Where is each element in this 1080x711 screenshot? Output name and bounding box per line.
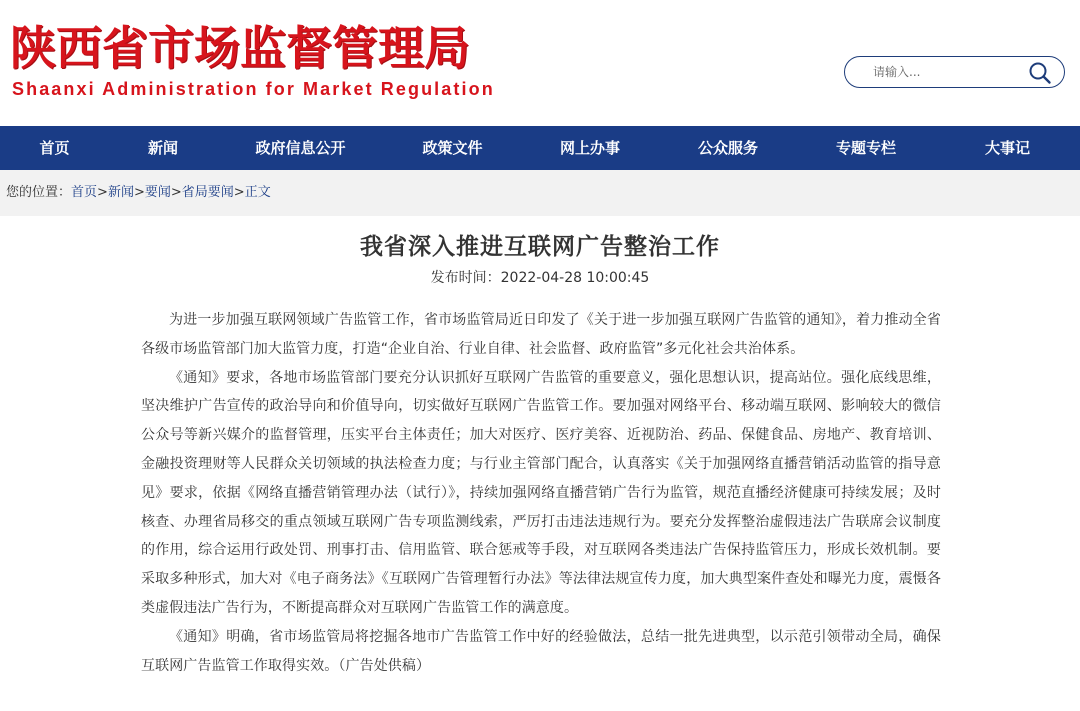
breadcrumb-prefix: 您的位置： <box>6 185 72 200</box>
nav-item-news[interactable]: 新闻 <box>147 139 178 157</box>
breadcrumb-separator: > <box>170 185 182 200</box>
nav-item-home[interactable]: 首页 <box>39 139 70 157</box>
article-paragraph: 为进一步加强互联网领域广告监管工作，省市场监管局近日印发了《关于进一步加强互联网广告监管的通知》，着力推动全省各级市场监管部门加大监管力度，打造“企业自治、行业自律、社会监督、政府监管”多元化社会共治体系。 <box>141 312 941 357</box>
breadcrumb <box>0 170 1080 216</box>
search-input[interactable] <box>873 60 1023 84</box>
article-paragraph: 《通知》明确，省市场监管局将挖掘各地市广告监管工作中好的经验做法，总结一批先进典型，以示范引领带动全局，确保互联网广告监管工作取得实效。（广告处供稿） <box>141 628 941 674</box>
breadcrumb-separator: > <box>97 185 108 200</box>
site-header <box>0 0 1080 126</box>
article-container <box>0 216 1080 711</box>
site-logo-cn[interactable]: 陕西省市场监督管理局 <box>10 21 470 75</box>
nav-item-online-service[interactable]: 网上办事 <box>559 139 620 157</box>
breadcrumb-separator: > <box>133 185 145 200</box>
main-nav <box>0 126 1080 170</box>
search-box <box>844 56 1065 88</box>
search-icon[interactable] <box>1028 61 1052 85</box>
breadcrumb-item-body[interactable]: 正文 <box>244 185 271 200</box>
breadcrumb-separator: > <box>233 185 245 200</box>
breadcrumb-item-home[interactable]: 首页 <box>71 185 98 200</box>
nav-item-gov-info[interactable]: 政府信息公开 <box>255 139 346 157</box>
nav-item-chronicle[interactable]: 大事记 <box>984 139 1030 157</box>
publish-time-label: 发布时间： <box>430 270 501 286</box>
breadcrumb-item-bureau-news[interactable]: 省局要闻 <box>181 185 234 200</box>
article-body <box>141 306 941 680</box>
breadcrumb-item-news[interactable]: 新闻 <box>107 185 134 200</box>
article-title: 我省深入推进互联网广告整治工作 <box>360 234 720 260</box>
nav-item-topics[interactable]: 专题专栏 <box>835 139 896 157</box>
breadcrumb-item-headlines[interactable]: 要闻 <box>144 185 171 200</box>
nav-item-public-service[interactable]: 公众服务 <box>697 139 758 157</box>
article-publish-time <box>0 268 1080 288</box>
publish-time-value: 2022-04-28 10:00:45 <box>500 270 650 286</box>
article-paragraph: 《通知》要求，各地市场监管部门要充分认识抓好互联网广告监管的重要意义，强化思想认识，提高站位。强化底线思维，坚决维护广告宣传的政治导向和价值导向，切实做好互联网广告监管工作。要加强对网络平台、移动端互联网、影响较大的微信公众号等新兴媒介的监督管理，压实平台主体责任；加大对医疗、医疗美容、近视防治、药品、保健食品、房地产、教育培训、金融投资理财等人民群众关切领域的执法检查力度；与行业主管部门配合，认真落实《关于加强网络直播营销活动监管的指导意见》要求，依据《网络直播营销管理办法（试行）》，持续加强网络直播营销广告行为监管，规范直播经济健康可持续发展；及时核查、办理省局移交的重点领域互联网广告专项监测线索，严厉打击违法违规行为。要充分发挥整治虚假违法广告联席会议制度的作用，综合运用行政处罚、刑事打击、信用监管、联合惩戒等手段，对互联网各类违法广告保持监管压力，形成长效机制。要采取多种形式，加大对《电子商务法》《互联网广告管理暂行办法》等法律法规宣传力度，加大典型案件查处和曝光力度，震慑各类虚假违法广告行为，不断提高群众对互联网广告监管工作的满意度。 <box>141 369 941 616</box>
nav-item-policy[interactable]: 政策文件 <box>422 139 483 157</box>
site-logo-en[interactable]: Shaanxi Administration for Market Regulation <box>12 79 495 99</box>
